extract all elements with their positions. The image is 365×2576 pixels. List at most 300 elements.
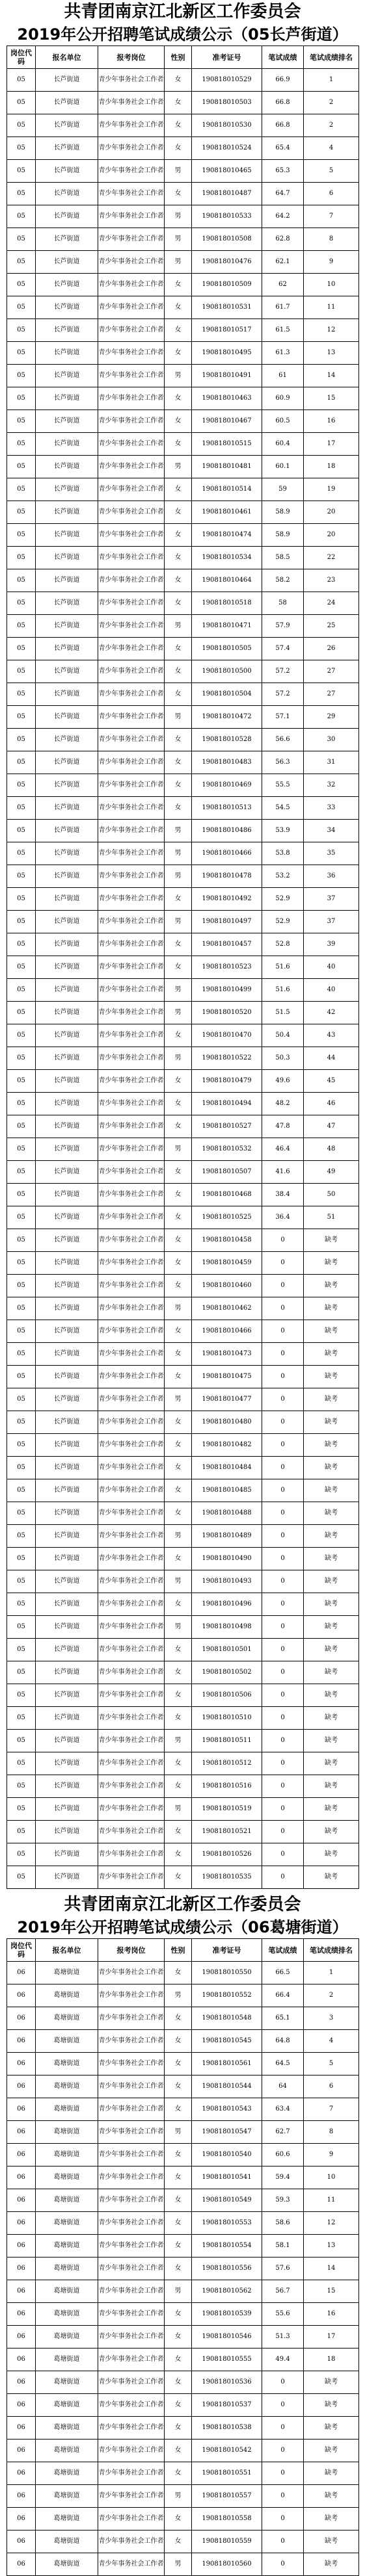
gender-cell: 女	[165, 1229, 192, 1252]
rank-cell: 缺考	[304, 1570, 359, 1593]
post-code-cell: 05	[7, 956, 36, 979]
rank-cell: 缺考	[304, 2462, 359, 2485]
score-cell: 52.8	[262, 933, 304, 956]
position-cell: 青少年事务社会工作者	[98, 865, 165, 888]
gender-cell: 女	[165, 1661, 192, 1684]
rank-cell: 14	[304, 2257, 359, 2280]
post-code-cell: 05	[7, 1548, 36, 1570]
gender-cell: 女	[165, 1434, 192, 1457]
unit-cell: 葛塘街道	[36, 2098, 98, 2121]
gender-cell: 女	[165, 296, 192, 319]
score-cell: 0	[262, 1502, 304, 1525]
position-cell: 青少年事务社会工作者	[98, 1138, 165, 1161]
position-cell: 青少年事务社会工作者	[98, 1343, 165, 1366]
table-row	[7, 2144, 359, 2166]
score-cell: 58.5	[262, 547, 304, 569]
position-cell: 青少年事务社会工作者	[98, 1707, 165, 1730]
table-row	[7, 1093, 359, 1115]
post-code-cell: 06	[7, 2508, 36, 2530]
unit-cell: 长芦街道	[36, 1366, 98, 1388]
ticket-number-cell: 190818010479	[192, 1070, 262, 1093]
post-code-cell: 05	[7, 1707, 36, 1730]
position-cell: 青少年事务社会工作者	[98, 2303, 165, 2326]
post-code-cell: 05	[7, 205, 36, 228]
ticket-number-cell: 190818010529	[192, 69, 262, 92]
score-cell: 0	[262, 1639, 304, 1661]
table-row	[7, 1570, 359, 1593]
table-row	[7, 1866, 359, 1889]
rank-cell: 49	[304, 1161, 359, 1184]
table-row	[7, 2007, 359, 2030]
rank-cell: 缺考	[304, 1297, 359, 1320]
post-code-cell: 05	[7, 365, 36, 387]
score-cell: 64	[262, 2075, 304, 2098]
unit-cell: 长芦街道	[36, 1070, 98, 1093]
gender-cell: 男	[165, 2553, 192, 2576]
score-cell: 0	[262, 1730, 304, 1752]
score-cell: 66.8	[262, 114, 304, 137]
position-cell: 青少年事务社会工作者	[98, 956, 165, 979]
post-code-cell: 05	[7, 1434, 36, 1457]
gender-cell: 男	[165, 1525, 192, 1548]
gender-cell: 女	[165, 387, 192, 410]
score-cell: 0	[262, 1320, 304, 1343]
gender-cell: 女	[165, 2257, 192, 2280]
gender-cell: 女	[165, 2030, 192, 2053]
unit-cell: 长芦街道	[36, 410, 98, 433]
ticket-number-cell: 190818010556	[192, 2257, 262, 2280]
unit-cell: 长芦街道	[36, 1639, 98, 1661]
gender-cell: 男	[165, 228, 192, 251]
score-cell: 0	[262, 1229, 304, 1252]
rank-cell: 6	[304, 183, 359, 205]
unit-cell: 长芦街道	[36, 569, 98, 592]
post-code-cell: 06	[7, 2303, 36, 2326]
rank-cell: 缺考	[304, 2508, 359, 2530]
position-cell: 青少年事务社会工作者	[98, 1206, 165, 1229]
ticket-number-cell: 190818010501	[192, 1639, 262, 1661]
rank-cell: 5	[304, 2053, 359, 2075]
rank-cell: 缺考	[304, 1707, 359, 1730]
gender-cell: 男	[165, 615, 192, 638]
unit-cell: 长芦街道	[36, 1411, 98, 1434]
position-cell: 青少年事务社会工作者	[98, 1548, 165, 1570]
score-cell: 52.9	[262, 888, 304, 911]
post-code-cell: 06	[7, 1962, 36, 1984]
unit-cell: 葛塘街道	[36, 2394, 98, 2417]
ticket-number-cell: 190818010459	[192, 1252, 262, 1275]
ticket-number-cell: 190818010537	[192, 2394, 262, 2417]
gender-cell: 女	[165, 956, 192, 979]
position-cell: 青少年事务社会工作者	[98, 2007, 165, 2030]
ticket-number-cell: 190818010540	[192, 2144, 262, 2166]
ticket-number-cell: 190818010511	[192, 1730, 262, 1752]
table-row	[7, 2053, 359, 2075]
ticket-number-cell: 190818010522	[192, 1047, 262, 1070]
position-cell: 青少年事务社会工作者	[98, 2144, 165, 2166]
position-cell: 青少年事务社会工作者	[98, 2485, 165, 2508]
gender-cell: 男	[165, 979, 192, 1002]
score-cell: 53.2	[262, 865, 304, 888]
post-code-cell: 05	[7, 1297, 36, 1320]
rank-cell: 缺考	[304, 2417, 359, 2439]
ticket-number-cell: 190818010481	[192, 456, 262, 478]
post-code-cell: 05	[7, 933, 36, 956]
position-cell: 青少年事务社会工作者	[98, 456, 165, 478]
table-row	[7, 1252, 359, 1275]
post-code-cell: 05	[7, 137, 36, 160]
score-cell: 66.4	[262, 1984, 304, 2007]
gender-cell: 女	[165, 2371, 192, 2394]
rank-cell: 43	[304, 1024, 359, 1047]
gender-cell: 女	[165, 2235, 192, 2257]
unit-cell: 长芦街道	[36, 1024, 98, 1047]
score-cell: 0	[262, 1843, 304, 1866]
gender-cell: 男	[165, 2280, 192, 2303]
unit-cell: 长芦街道	[36, 729, 98, 751]
unit-cell: 长芦街道	[36, 1297, 98, 1320]
ticket-number-cell: 190818010469	[192, 774, 262, 797]
gender-cell: 女	[165, 2303, 192, 2326]
table-row	[7, 365, 359, 387]
post-code-cell: 05	[7, 1798, 36, 1821]
post-code-cell: 05	[7, 683, 36, 706]
ticket-number-cell: 190818010467	[192, 410, 262, 433]
position-cell: 青少年事务社会工作者	[98, 228, 165, 251]
rank-cell: 51	[304, 1206, 359, 1229]
position-cell: 青少年事务社会工作者	[98, 592, 165, 615]
score-cell: 57.2	[262, 660, 304, 683]
ticket-number-cell: 190818010499	[192, 979, 262, 1002]
unit-cell: 长芦街道	[36, 342, 98, 365]
header-position: 报考岗位	[98, 1939, 165, 1962]
unit-cell: 长芦街道	[36, 433, 98, 456]
post-code-cell: 05	[7, 1502, 36, 1525]
unit-cell: 长芦街道	[36, 842, 98, 865]
position-cell: 青少年事务社会工作者	[98, 774, 165, 797]
position-cell: 青少年事务社会工作者	[98, 1684, 165, 1707]
rank-cell: 缺考	[304, 1411, 359, 1434]
ticket-number-cell: 190818010549	[192, 2189, 262, 2212]
table-row	[7, 2553, 359, 2576]
table-row	[7, 615, 359, 638]
table-row	[7, 1411, 359, 1434]
post-code-cell: 05	[7, 751, 36, 774]
gender-cell: 女	[165, 751, 192, 774]
post-code-cell: 05	[7, 1411, 36, 1434]
ticket-number-cell: 190818010493	[192, 1570, 262, 1593]
gender-cell: 女	[165, 1024, 192, 1047]
post-code-cell: 06	[7, 2121, 36, 2144]
gender-cell: 女	[165, 1843, 192, 1866]
table-row	[7, 1962, 359, 1984]
post-code-cell: 05	[7, 1115, 36, 1138]
gender-cell: 女	[165, 69, 192, 92]
position-cell: 青少年事务社会工作者	[98, 1434, 165, 1457]
rank-cell: 32	[304, 774, 359, 797]
section-getang	[0, 1893, 365, 2576]
table-row	[7, 1138, 359, 1161]
rank-cell: 缺考	[304, 1502, 359, 1525]
score-cell: 61	[262, 365, 304, 387]
unit-cell: 长芦街道	[36, 1752, 98, 1775]
gender-cell: 女	[165, 342, 192, 365]
score-cell: 49.6	[262, 1070, 304, 1093]
table-row	[7, 342, 359, 365]
ticket-number-cell: 190818010477	[192, 1388, 262, 1411]
position-cell: 青少年事务社会工作者	[98, 2508, 165, 2530]
post-code-cell: 06	[7, 2280, 36, 2303]
rank-cell: 缺考	[304, 2394, 359, 2417]
ticket-number-cell: 190818010520	[192, 1002, 262, 1024]
post-code-cell: 05	[7, 638, 36, 660]
ticket-number-cell: 190818010510	[192, 1707, 262, 1730]
table-row	[7, 1775, 359, 1798]
gender-cell: 男	[165, 706, 192, 729]
post-code-cell: 06	[7, 2007, 36, 2030]
rank-cell: 缺考	[304, 1798, 359, 1821]
table-row	[7, 865, 359, 888]
rank-cell: 40	[304, 979, 359, 1002]
table-row	[7, 1320, 359, 1343]
position-cell: 青少年事务社会工作者	[98, 160, 165, 183]
position-cell: 青少年事务社会工作者	[98, 1115, 165, 1138]
gender-cell: 女	[165, 1161, 192, 1184]
position-cell: 青少年事务社会工作者	[98, 251, 165, 274]
ticket-number-cell: 190818010546	[192, 2326, 262, 2348]
post-code-cell: 05	[7, 69, 36, 92]
unit-cell: 葛塘街道	[36, 2326, 98, 2348]
position-cell: 青少年事务社会工作者	[98, 2371, 165, 2394]
post-code-cell: 05	[7, 592, 36, 615]
unit-cell: 长芦街道	[36, 1821, 98, 1843]
unit-cell: 长芦街道	[36, 1730, 98, 1752]
table-row	[7, 2530, 359, 2553]
post-code-cell: 05	[7, 1024, 36, 1047]
ticket-number-cell: 190818010536	[192, 2371, 262, 2394]
rank-cell: 40	[304, 956, 359, 979]
ticket-number-cell: 190818010527	[192, 1115, 262, 1138]
rank-cell: 3	[304, 2007, 359, 2030]
score-cell: 38.4	[262, 1184, 304, 1206]
table-row	[7, 774, 359, 797]
position-cell: 青少年事务社会工作者	[98, 1366, 165, 1388]
post-code-cell: 05	[7, 1161, 36, 1184]
rank-cell: 7	[304, 2098, 359, 2121]
post-code-cell: 06	[7, 2030, 36, 2053]
score-cell: 66.8	[262, 92, 304, 114]
score-cell: 55.5	[262, 774, 304, 797]
post-code-cell: 06	[7, 2075, 36, 2098]
position-cell: 青少年事务社会工作者	[98, 751, 165, 774]
unit-cell: 长芦街道	[36, 1047, 98, 1070]
table-row	[7, 1184, 359, 1206]
position-cell: 青少年事务社会工作者	[98, 1070, 165, 1093]
ticket-number-cell: 190818010494	[192, 1093, 262, 1115]
score-cell: 59	[262, 478, 304, 501]
post-code-cell: 05	[7, 274, 36, 296]
position-cell: 青少年事务社会工作者	[98, 1570, 165, 1593]
unit-cell: 长芦街道	[36, 706, 98, 729]
ticket-number-cell: 190818010555	[192, 2348, 262, 2371]
unit-cell: 葛塘街道	[36, 1984, 98, 2007]
position-cell: 青少年事务社会工作者	[98, 319, 165, 342]
ticket-number-cell: 190818010513	[192, 797, 262, 820]
ticket-number-cell: 190818010475	[192, 1366, 262, 1388]
score-cell: 0	[262, 1275, 304, 1297]
ticket-number-cell: 190818010472	[192, 706, 262, 729]
unit-cell: 长芦街道	[36, 1593, 98, 1616]
ticket-number-cell: 190818010495	[192, 342, 262, 365]
post-code-cell: 05	[7, 1070, 36, 1093]
ticket-number-cell: 190818010498	[192, 1616, 262, 1639]
header-score: 笔试成绩	[262, 46, 304, 69]
post-code-cell: 05	[7, 1320, 36, 1343]
table-row	[7, 205, 359, 228]
rank-cell: 缺考	[304, 1866, 359, 1889]
rank-cell: 缺考	[304, 1343, 359, 1366]
ticket-number-cell: 190818010503	[192, 92, 262, 114]
score-cell: 60.4	[262, 433, 304, 456]
position-cell: 青少年事务社会工作者	[98, 501, 165, 524]
header-unit: 报名单位	[36, 1939, 98, 1962]
post-code-cell: 05	[7, 478, 36, 501]
ticket-number-cell: 190818010550	[192, 1962, 262, 1984]
gender-cell: 女	[165, 501, 192, 524]
ticket-number-cell: 190818010519	[192, 1798, 262, 1821]
score-cell: 0	[262, 1684, 304, 1707]
score-table	[7, 46, 359, 1889]
rank-cell: 42	[304, 1002, 359, 1024]
rank-cell: 11	[304, 296, 359, 319]
table-row	[7, 820, 359, 842]
rank-cell: 36	[304, 865, 359, 888]
table-row	[7, 683, 359, 706]
position-cell: 青少年事务社会工作者	[98, 2439, 165, 2462]
unit-cell: 长芦街道	[36, 296, 98, 319]
position-cell: 青少年事务社会工作者	[98, 2257, 165, 2280]
gender-cell: 女	[165, 478, 192, 501]
post-code-cell: 05	[7, 1388, 36, 1411]
unit-cell: 葛塘街道	[36, 2485, 98, 2508]
rank-cell: 缺考	[304, 1661, 359, 1684]
gender-cell: 男	[165, 160, 192, 183]
ticket-number-cell: 190818010548	[192, 2007, 262, 2030]
position-cell: 青少年事务社会工作者	[98, 2121, 165, 2144]
table-row	[7, 1343, 359, 1366]
gender-cell: 男	[165, 1616, 192, 1639]
score-cell: 64.2	[262, 205, 304, 228]
post-code-cell: 06	[7, 2166, 36, 2189]
ticket-number-cell: 190818010509	[192, 274, 262, 296]
score-cell: 0	[262, 2371, 304, 2394]
rank-cell: 16	[304, 2303, 359, 2326]
post-code-cell: 06	[7, 2439, 36, 2462]
table-row	[7, 2235, 359, 2257]
gender-cell: 女	[165, 1184, 192, 1206]
unit-cell: 葛塘街道	[36, 2303, 98, 2326]
table-row	[7, 979, 359, 1002]
table-row	[7, 296, 359, 319]
post-code-cell: 06	[7, 2348, 36, 2371]
post-code-cell: 05	[7, 1206, 36, 1229]
position-cell: 青少年事务社会工作者	[98, 410, 165, 433]
position-cell: 青少年事务社会工作者	[98, 911, 165, 933]
gender-cell: 女	[165, 1411, 192, 1434]
rank-cell: 35	[304, 842, 359, 865]
table-row	[7, 2348, 359, 2371]
rank-cell: 14	[304, 365, 359, 387]
gender-cell: 女	[165, 1070, 192, 1093]
rank-cell: 50	[304, 1184, 359, 1206]
ticket-number-cell: 190818010551	[192, 2462, 262, 2485]
position-cell: 青少年事务社会工作者	[98, 683, 165, 706]
rank-cell: 缺考	[304, 1229, 359, 1252]
gender-cell: 男	[165, 842, 192, 865]
position-cell: 青少年事务社会工作者	[98, 1730, 165, 1752]
score-cell: 64.7	[262, 183, 304, 205]
unit-cell: 葛塘街道	[36, 2144, 98, 2166]
rank-cell: 30	[304, 729, 359, 751]
post-code-cell: 05	[7, 160, 36, 183]
table-row	[7, 319, 359, 342]
score-cell: 0	[262, 1798, 304, 1821]
rank-cell: 缺考	[304, 1320, 359, 1343]
position-cell: 青少年事务社会工作者	[98, 1866, 165, 1889]
unit-cell: 长芦街道	[36, 1457, 98, 1479]
table-row	[7, 2280, 359, 2303]
ticket-number-cell: 190818010531	[192, 296, 262, 319]
ticket-number-cell: 190818010552	[192, 1984, 262, 2007]
unit-cell: 长芦街道	[36, 1684, 98, 1707]
post-code-cell: 05	[7, 387, 36, 410]
post-code-cell: 05	[7, 1047, 36, 1070]
ticket-number-cell: 190818010542	[192, 2439, 262, 2462]
post-code-cell: 05	[7, 842, 36, 865]
unit-cell: 长芦街道	[36, 660, 98, 683]
unit-cell: 长芦街道	[36, 1661, 98, 1684]
post-code-cell: 05	[7, 911, 36, 933]
ticket-number-cell: 190818010497	[192, 911, 262, 933]
post-code-cell: 05	[7, 501, 36, 524]
ticket-number-cell: 190818010506	[192, 1684, 262, 1707]
table-row	[7, 524, 359, 547]
score-cell: 51.3	[262, 2326, 304, 2348]
rank-cell: 31	[304, 751, 359, 774]
ticket-number-cell: 190818010483	[192, 751, 262, 774]
table-row	[7, 137, 359, 160]
post-code-cell: 06	[7, 2553, 36, 2576]
ticket-number-cell: 190818010562	[192, 2280, 262, 2303]
ticket-number-cell: 190818010492	[192, 888, 262, 911]
post-code-cell: 05	[7, 1138, 36, 1161]
score-cell: 0	[262, 1297, 304, 1320]
position-cell: 青少年事务社会工作者	[98, 2326, 165, 2348]
rank-cell: 9	[304, 251, 359, 274]
unit-cell: 长芦街道	[36, 1252, 98, 1275]
post-code-cell: 05	[7, 1570, 36, 1593]
gender-cell: 女	[165, 729, 192, 751]
score-cell: 0	[262, 1479, 304, 1502]
rank-cell: 缺考	[304, 2371, 359, 2394]
unit-cell: 长芦街道	[36, 1775, 98, 1798]
unit-cell: 长芦街道	[36, 751, 98, 774]
ticket-number-cell: 190818010532	[192, 1138, 262, 1161]
rank-cell: 15	[304, 387, 359, 410]
score-cell: 56.6	[262, 729, 304, 751]
post-code-cell: 05	[7, 1661, 36, 1684]
unit-cell: 长芦街道	[36, 1866, 98, 1889]
